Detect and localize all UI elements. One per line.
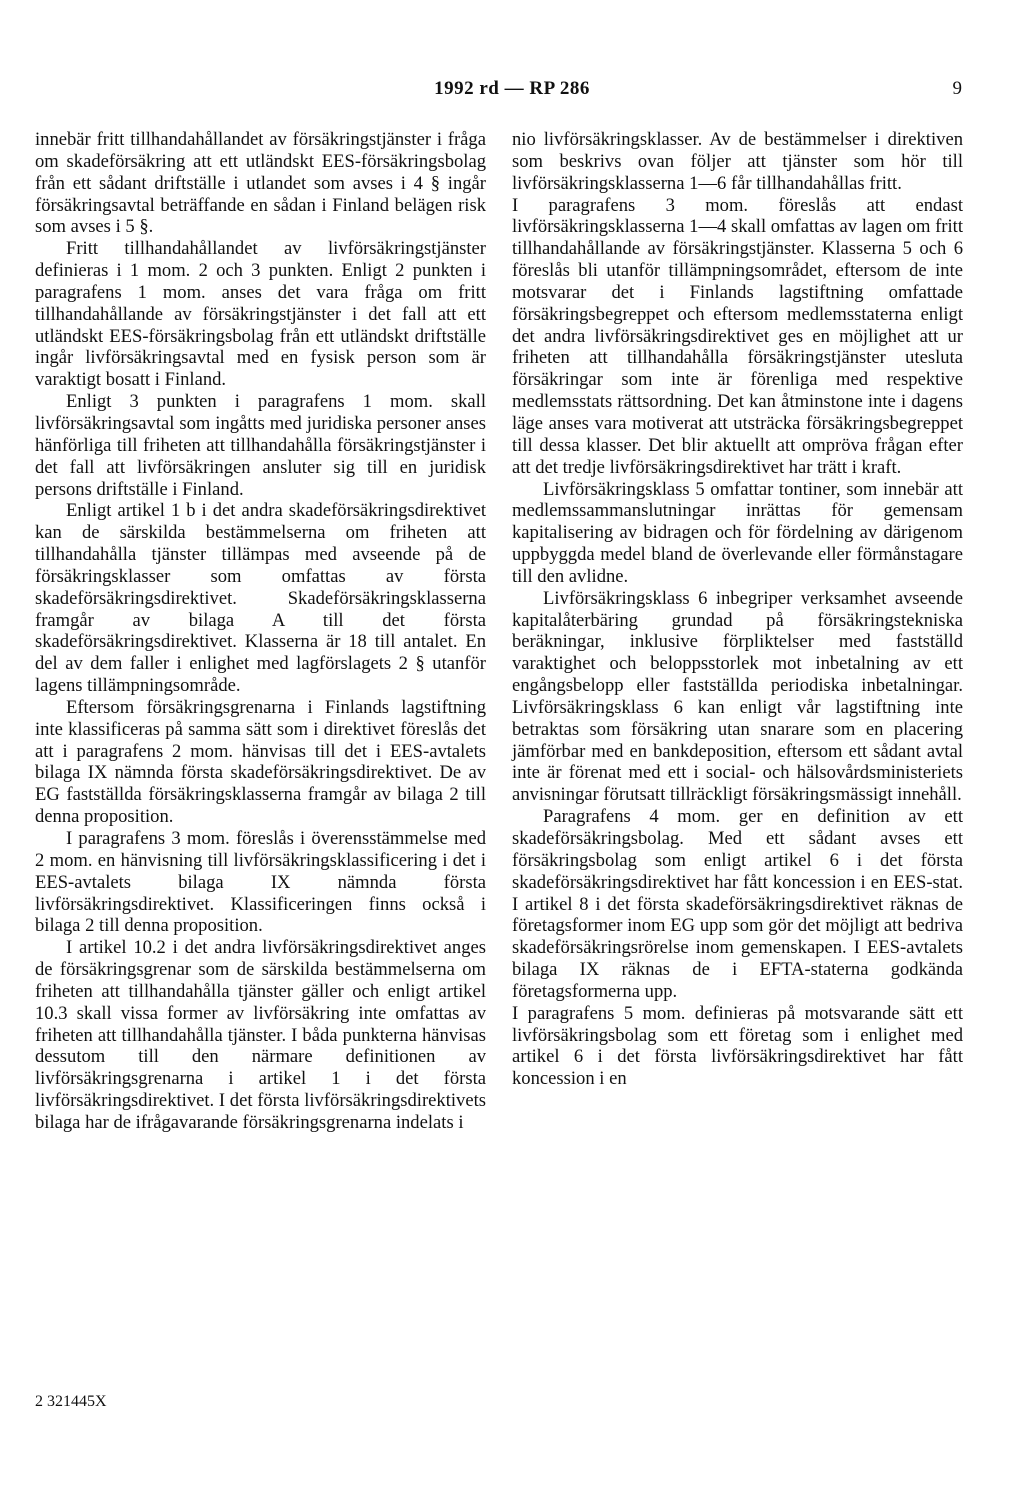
paragraph: nio livförsäkringsklasser. Av de bestämmelser i direktiven som beskrivs ovan följer att tjänster som hör till livförsäkringsklasserna 1—6 får tillhandahållas fritt. (512, 129, 963, 194)
paragraph: Fritt tillhandahållandet av livförsäkringstjänster definieras i 1 mom. 2 och 3 punkten. Enligt 2 punkten i paragrafens 1 mom. anses det vara fråga om fritt tillhandahållande av försäkringstjänster i det fall att ett utländskt EES-försäkringsbolag från ett utländskt driftställe ingår livförsäkringsavtal med en fysisk person som är varaktigt bosatt i Finland. (35, 238, 486, 391)
paragraph: Enligt 3 punkten i paragrafens 1 mom. skall livförsäkringsavtal som ingåtts med juridiska personer anses hänförliga till friheten att tillhandahålla försäkringstjänster i det fall att livförsäkringen ansluter sig till en juridisk persons driftställe i Finland. (35, 391, 486, 500)
paragraph: innebär fritt tillhandahållandet av försäkringstjänster i fråga om skadeförsäkring att ett utländskt EES-försäkringsbolag från ett sådant driftställe i utlandet som avses i 4 § ingår försäkringsavtal beträffande en sådan i Finland belägen risk som avses i 5 §. (35, 129, 486, 238)
left-column (35, 129, 486, 1134)
page-header (0, 78, 1024, 108)
paragraph: Livförsäkringsklass 6 inbegriper verksamhet avseende kapitalåterbäring grundad på försäkringstekniska beräkningar, inklusive förpliktelser med fastställd varaktighet och beloppsstorlek mot inbetalning av ett engångsbelopp eller fastställda periodiska inbetalningar. Livförsäkringsklass 6 kan enligt vår lagstiftning inte betraktas som försäkring utan snarare som en placering jämförbar med en bankdeposition, eftersom ett sådant avtal inte är förenat med ett i social- och hälsovårdsministeriets anvisningar förutsatt tillräckligt försäkringsmässigt innehåll. (512, 587, 963, 806)
paragraph: I artikel 10.2 i det andra livförsäkringsdirektivet anges de försäkringsgrenar som de särskilda bestämmelserna om friheten att tillhandahålla tjänster gäller och enligt artikel 10.3 skall vissa former av livförsäkring inte omfattas av friheten att tillhandahålla tjänster. I båda punkterna hänvisas dessutom till den närmare definitionen av livförsäkringsgrenarna i artikel 1 i det första livförsäkringsdirektivet. I det första livförsäkringsdirektivets bilaga har de ifrågavarande försäkringsgrenarna indelats i (35, 937, 486, 1133)
paragraph: Paragrafens 4 mom. ger en definition av ett skadeförsäkringsbolag. Med ett sådant avses ett försäkringsbolag som enligt artikel 6 i det första skadeförsäkringsdirektivet har fått koncession i en EES-stat. I artikel 8 i det första skadeförsäkringsdirektivet räknas de företagsformer inom EG upp som gör det möjligt att bedriva skadeförsäkringsrörelse inom gemenskapen. I EES-avtalets bilaga IX räknas de i EFTA-staterna godkända företagsformerna upp. (512, 806, 963, 1002)
paragraph: I paragrafens 5 mom. definieras på motsvarande sätt ett livförsäkringsbolag som ett företag som i enlighet med artikel 6 i det första livförsäkringsdirektivet har fått koncession i en (512, 1002, 963, 1090)
right-column (512, 129, 963, 1090)
page-number: 9 (952, 78, 962, 99)
paragraph: I paragrafens 3 mom. föreslås i överensstämmelse med 2 mom. en hänvisning till livförsäkringsklassificering i det i EES-avtalets bilaga IX nämnda första livförsäkringsdirektivet. Klassificeringen finns också i bilaga 2 till denna proposition. (35, 828, 486, 937)
paragraph: Enligt artikel 1 b i det andra skadeförsäkringsdirektivet kan de särskilda bestämmelserna om friheten att tillhandahålla tjänster tillämpas med avseende på de försäkringsklasser som omfattas av första skadeförsäkringsdirektivet. Skadeförsäkringsklasserna framgår av bilaga A till det första skadeförsäkringsdirektivet. Klasserna är 18 till antalet. En del av dem faller i enlighet med lagförslagets 2 § utanför lagens tillämpningsområde. (35, 500, 486, 697)
running-title: 1992 rd — RP 286 (434, 78, 590, 99)
signature-code: 2 321445X (35, 1393, 107, 1410)
paragraph: I paragrafens 3 mom. föreslås att endast livförsäkringsklasserna 1—4 skall omfattas av lagen om fritt tillhandahållande av försäkringstjänster. Klasserna 5 och 6 föreslås bli utanför tillämpningsområdet, eftersom de inte motsvarar det i Finlands lagstiftning omfattade försäkringsbegreppet och eftersom medlemsstaterna enligt det andra livförsäkringsdirektivet ges en möjlighet att ur friheten att tillhandahålla försäkringstjänster utesluta försäkringar som inte är förenliga med respektive medlemsstats rättsordning. Det kan åtminstone inte i dagens läge anses vara motiverat att utsträcka försäkringsbegreppet till dessa klasser. Det blir aktuellt att ompröva frågan efter att det tredje livförsäkringsdirektivet har trätt i kraft. (512, 194, 963, 478)
paragraph: Eftersom försäkringsgrenarna i Finlands lagstiftning inte klassificeras på samma sätt som i direktivet föreslås det att i paragrafens 2 mom. hänvisas till det i EES-avtalets bilaga IX nämnda första skadeförsäkringsdirektivet. De av EG fastställda försäkringsklasserna framgår av bilaga 2 till denna proposition. (35, 696, 486, 828)
paragraph: Livförsäkringsklass 5 omfattar tontiner, som innebär att medlemssammanslutningar inrättas för gemensam kapitalisering av bidragen och för fördelning av därigenom uppbyggda medel bland de överlevande eller förmånstagare till den avlidne. (512, 478, 963, 587)
